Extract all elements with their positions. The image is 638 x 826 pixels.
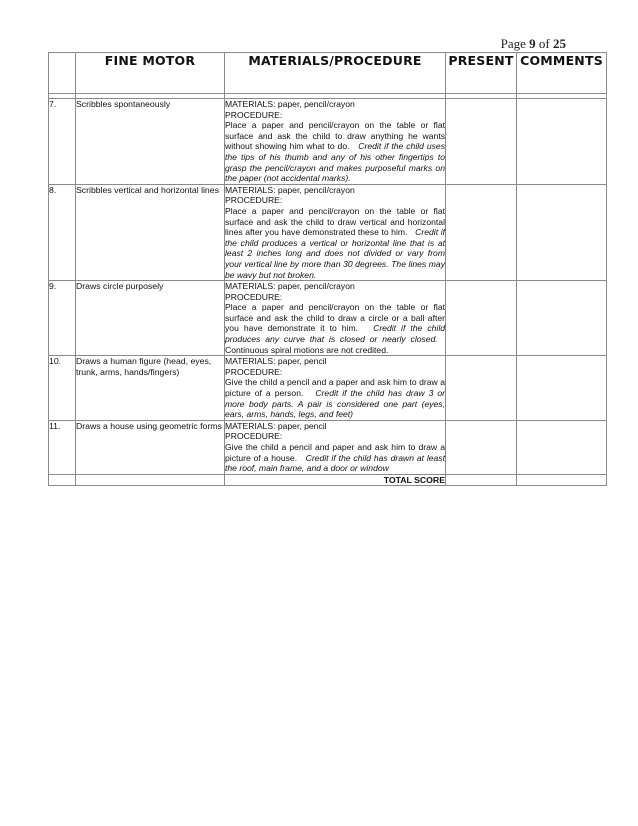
- page-number: [501, 36, 566, 52]
- procedure-text: Place a paper and pencil/crayon on the table or flat surface and ask the child to draw vertical and horizontal lines after you have demonstrated these to him.: [225, 205, 445, 238]
- total-comments-cell[interactable]: [517, 474, 607, 485]
- item-number: 8.: [49, 184, 76, 280]
- materials-text: MATERIALS: paper, pencil/crayon: [225, 99, 355, 109]
- materials-text: MATERIALS: paper, pencil: [225, 420, 327, 431]
- header-number: [49, 53, 76, 94]
- item-skill: Draws circle purposely: [76, 281, 225, 356]
- total-present-cell[interactable]: [446, 474, 517, 485]
- present-cell[interactable]: [446, 356, 517, 421]
- total-row: [49, 474, 607, 485]
- header-skill: FINE MOTOR: [76, 53, 225, 94]
- page-current: 9: [529, 36, 536, 51]
- header-materials: MATERIALS/PROCEDURE: [225, 53, 446, 94]
- table-row: [49, 356, 607, 421]
- item-number: 7.: [49, 99, 76, 185]
- header-comments: COMMENTS: [517, 53, 607, 94]
- table-row: [49, 281, 607, 356]
- comments-cell[interactable]: [517, 356, 607, 421]
- item-number: 10.: [49, 356, 76, 421]
- item-procedure: [225, 99, 446, 185]
- procedure-text: Place a paper and pencil/crayon on the table or flat surface and ask the child to draw a circle or a ball after you have demonstrate it to him.: [225, 302, 445, 334]
- total-score-label: TOTAL SCORE: [225, 474, 446, 485]
- header-present: PRESENT: [446, 53, 517, 94]
- credit-text: Credit if the child produces a vertical or horizontal line that is at least 2 inches long and does not divided or vary from your vertical line by more than 30 degrees. The lines may be wavy but not broken.: [225, 227, 445, 280]
- procedure-text: Give the child a pencil and a paper and ask him to draw a picture of a person.: [225, 377, 445, 399]
- procedure-text: Place a paper and pencil/crayon on the table or flat surface and ask the child to draw anything he wants without showing him what to do.: [225, 120, 445, 152]
- materials-text: MATERIALS: paper, pencil: [225, 356, 327, 367]
- procedure-label: PROCEDURE:: [225, 366, 283, 377]
- procedure-label: PROCEDURE:: [225, 109, 283, 120]
- procedure-label: PROCEDURE:: [225, 195, 283, 206]
- table-row: [49, 420, 607, 474]
- procedure-label: PROCEDURE:: [225, 431, 283, 442]
- credit-text: Credit if the child has draw 3 or more body parts. A pair is considered one part (eyes, ears, arms, hands, legs, and feet): [225, 388, 446, 420]
- materials-text: MATERIALS: paper, pencil/crayon: [225, 281, 355, 292]
- item-number: 9.: [49, 281, 76, 356]
- materials-text: MATERIALS: paper, pencil/crayon: [225, 184, 355, 195]
- credit-text: Credit if the child produces any curve that is closed or nearly closed.: [225, 323, 446, 345]
- comments-cell[interactable]: [517, 99, 607, 185]
- item-number: 11.: [49, 420, 76, 474]
- page-label: Page: [500, 36, 526, 51]
- procedure-text: Give the child a pencil and paper and ask him to draw a picture of a house.: [225, 442, 445, 463]
- total-blank-cell: [76, 474, 225, 485]
- header-row: [49, 53, 607, 94]
- page-total: 25: [553, 36, 566, 51]
- item-procedure: [225, 356, 446, 421]
- item-skill: Scribbles vertical and horizontal lines: [76, 184, 225, 280]
- credit-text: Credit if the child has drawn at least the roof, main frame, and a door or window: [225, 452, 445, 474]
- total-blank-cell: [49, 474, 76, 485]
- table-row: [49, 184, 607, 280]
- page-of: of: [538, 36, 550, 51]
- credit-text: Credit if the child uses the tips of his thumb and any of his other fingertips to grasp the pencil/crayon and makes purposeful marks on the paper (not accidental marks).: [225, 141, 446, 184]
- item-procedure: [225, 281, 446, 356]
- item-procedure: [225, 420, 446, 474]
- comments-cell[interactable]: [517, 281, 607, 356]
- present-cell[interactable]: [446, 420, 517, 474]
- fine-motor-table: [48, 52, 607, 486]
- present-cell[interactable]: [446, 99, 517, 185]
- note-text: Continuous spiral motions are not credited.: [225, 334, 445, 355]
- present-cell[interactable]: [446, 281, 517, 356]
- procedure-label: PROCEDURE:: [225, 291, 283, 302]
- item-procedure: [225, 184, 446, 280]
- present-cell[interactable]: [446, 184, 517, 280]
- item-skill: Scribbles spontaneously: [76, 99, 225, 185]
- comments-cell[interactable]: [517, 420, 607, 474]
- table-row: [49, 99, 607, 185]
- item-skill: Draws a human figure (head, eyes, trunk, arms, hands/fingers): [76, 356, 225, 421]
- comments-cell[interactable]: [517, 184, 607, 280]
- item-skill: Draws a house using geometric forms: [76, 420, 225, 474]
